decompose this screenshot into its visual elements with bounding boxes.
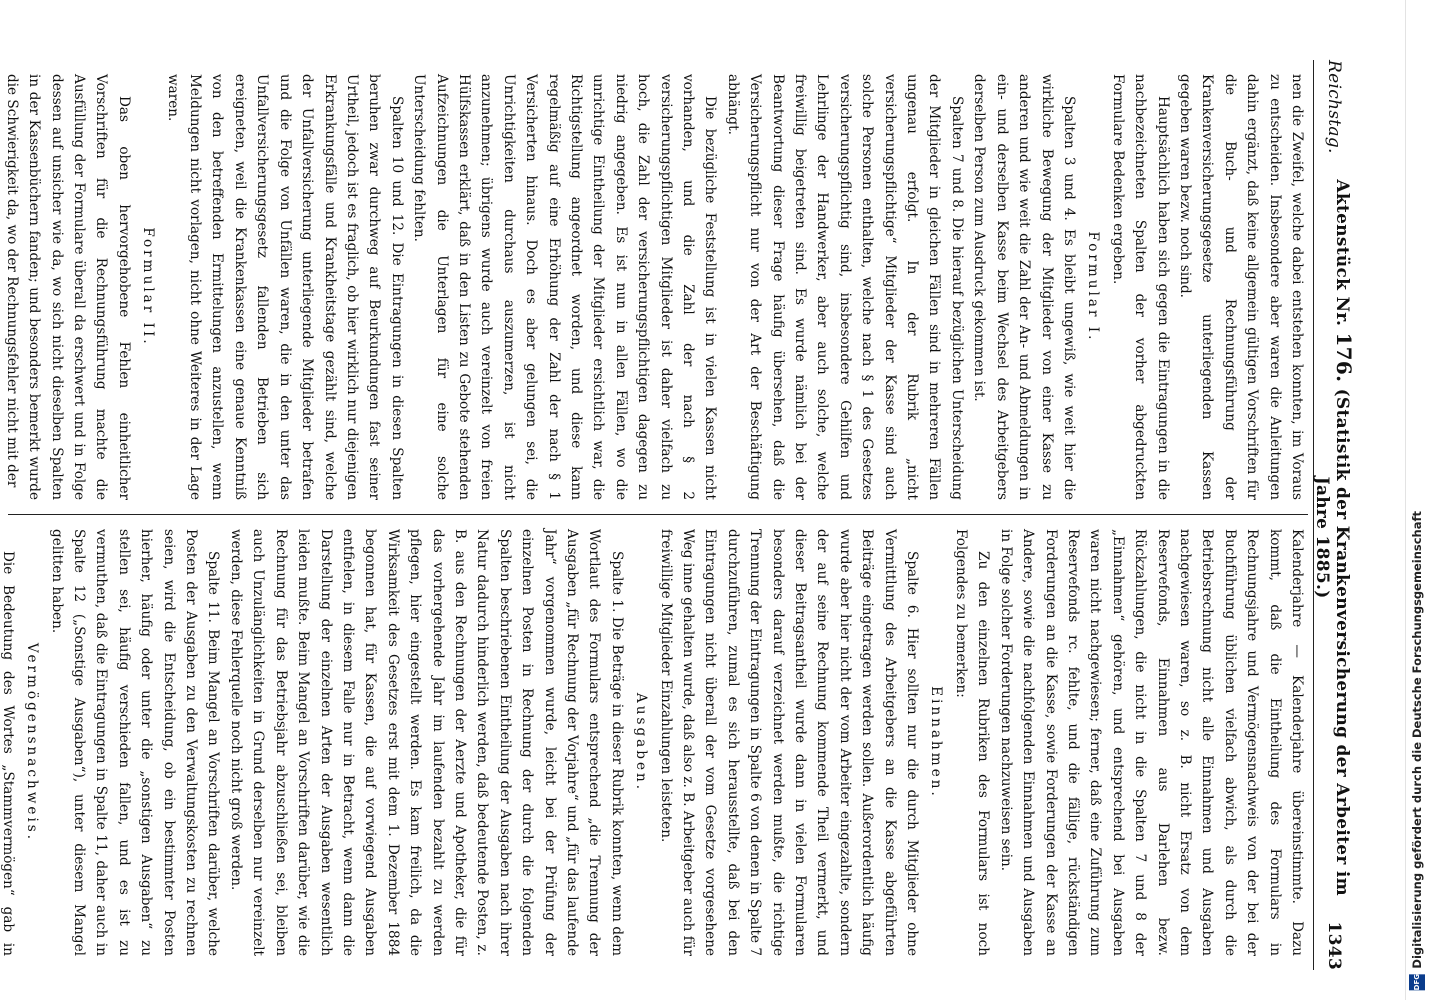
paragraph: Spalten 3 und 4. Es bleibt ungewiß, wie weit hier die wirkliche Bewegung der Mitglieder von einer Kasse zu anderen und wie weit die Zahl der An- und Abmeldungen in ein- und derselben Kasse beim Wechsel des Arbeitgebers derselben Person zum Ausdruck gekommen ist. bbox=[971, 74, 1077, 500]
page-header bbox=[1313, 60, 1354, 970]
header-title-suffix: (Statistik der Krankenversicherung der Arbeiter im Jahre 1885.) bbox=[1312, 388, 1352, 896]
header-title bbox=[1312, 154, 1356, 922]
paragraph: Spalten 10 und 12. Die Eintragungen in diesen Spalten beruhen zwar durchweg auf Beurkundungen fast seiner Urtheil, jedoch ist es fraglich, ob hier wirklich nur diejenigen Erkrankungsfälle und Krankheitstage gezählt sind, welche der Unfallversicherung unterliegende Mitglieder betrafen und die Folge von Unfällen waren, die in den unter das Unfallversicherungsgesetz fallenden Betrieben sich ereigneten, weil die Krankenkassen eine genaue Kenntniß von den betreffenden Ermittelungen anzustellen, wenn Meldungen nicht vorlagen, nicht ohne Weiteres in der Lage waren. bbox=[164, 74, 405, 500]
paragraph: Kalenderjahre — Kalenderjahre übereinstimmte. Dazu kommt, daß die Eintheilung des Formulars in Rechnungsjahre und Vermögensnachweis von der bei der Buchführung üblichen vielfach abwich, als durch die Betriebsrechnung nicht alle Einnahmen und Ausgaben nachgewiesen waren, so z. B. nicht Ersatz von dem Reservefonds, Einnahmen aus Darlehen bezw. Rückzahlungen, die nicht in die Spalten 7 und 8 der „Einnahmen“ gehören, und entsprechend bei Ausgaben waren nicht nachgewiesen; ferner, daß eine Zuführung zum Reservefonds rc. fehlte, und die fällige, rückständigen Forderungen an die Kasse, sowie Forderungen der Kasse an Andere, sowie die nachfolgenden Einnahmen und Ausgaben in Folge solcher Forderungen nachzuweisen sein. bbox=[997, 529, 1305, 956]
paragraph: Die bezügliche Feststellung ist in vielen Kassen nicht vorhanden, und die Zahl der nach § 2 versicherungspflichtigen Mitglieder ist daher vielfach zu hoch, die Zahl der versicherungspflichtigen dagegen zu niedrig angegeben. Es ist nun in allen Fällen, wo die unrichtige Eintheilung der Mitglieder ersichtlich war, die Richtigstellung angeordnet worden, und diese kann regelmäßig auf eine Erhöhung der Zahl der nach § 1 Versicherten hinaus. Doch es aber gelungen sei, die Unrichtigkeiten durchaus auszumerzen, ist nicht anzunehmen; übrigens wurde auch vereinzelt von freien Hülfskassen erklärt, daß in den Listen zu Gebote stehenden Aufzeichnungen die Unterlagen für eine solche Unterscheidung fehlten. bbox=[411, 74, 719, 500]
paragraph: Spalte 1. Die Beträge in dieser Rubrik konnten, wenn dem Wortlaut des Formulars entsprechend „die Trennung der Ausgaben „für Rechnung der Vorjahre“ und „für das laufende Jahr“ vorgenommen wurde, leicht bei der Prüfung der einzelnen Posten in Rechnung der durch die folgenden Spalten beschriebenen Eintheilung der Ausgaben nach ihrer Natur dadurch hinderlich werden, daß bedeutende Posten, z. B. aus den Rechnungen der Aerzte und Apotheker, die für das vorhergehende Jahr im laufenden bezahlt zu werden pflegen, hier eingestellt werden. Es kam freilich, da die Wirksamkeit des Gesetzes erst mit dem 1. Dezember 1884 begonnen hat, für Kassen, die auf vorwiegend Ausgaben entfielen, in diesem Falle nur in Betracht, wenn dann die Darstellung der einzelnen Arten der Ausgaben wesentlich leiden mußte. Beim Mangel an Vorschriften darüber, wie die Rechnung für das Betriebsjahr abzuschließen sei, bleiben auch Unzulänglichkeiten in Grund derselben nur vereinzelt werden, diese Fehlerquelle noch nicht groß werden. bbox=[227, 529, 625, 956]
section-heading: Vermögensnachweis. bbox=[24, 642, 41, 843]
digitization-sidebar bbox=[1405, 511, 1429, 990]
page-number: 1343 bbox=[1324, 921, 1344, 970]
document-number: 176. bbox=[1332, 332, 1356, 383]
section-heading: Formular II. bbox=[140, 227, 157, 347]
paragraph: Die Bedeutung des Wortes „Stammvermögen“ gab in bbox=[0, 551, 16, 956]
section-heading: Einnahmen. bbox=[928, 686, 945, 799]
column-right bbox=[0, 515, 1308, 970]
dfg-logo: DFG bbox=[1409, 974, 1425, 990]
digitization-note: Digitalisierung gefördert durch die Deutsche Forschungsgemeinschaft bbox=[1410, 511, 1424, 969]
column-left bbox=[3, 60, 1308, 515]
section-heading: Formular I. bbox=[1085, 231, 1102, 343]
paragraph: Hauptsächlich haben sich gegen die Eintragungen in die nachbezeichneten Spalten der vorher abgedruckten Formulare Bedenken ergeben. bbox=[1109, 74, 1171, 500]
header-title-prefix: Aktenstück Nr. bbox=[1332, 179, 1352, 327]
paragraph: Spalten 7 und 8. Die hierauf bezüglichen Unterscheidung der Mitglieder in gleichen Fällen sind in mehreren Fällen ungenau erfolgt. In der Rubrik „nicht versicherungspflichtige“ Mitglieder der Kasse sind auch solche Personen enthalten, welche nach § 1 des Gesetzes versicherungspflichtig sind, insbesondere Gehilfen und Lehrlinge der Handwerker, aber auch solche, welche freiwillig beigetreten sind. Es wurde nämlich bei der Beantwortung dieser Frage häufig übersehen, daß die Versicherungspflicht nur von der Art der Beschäftigung abhängt. bbox=[724, 74, 965, 500]
text-columns bbox=[0, 60, 1308, 970]
header-section: Reichstag. bbox=[1324, 60, 1344, 154]
paragraph: Spalte 11. Beim Mangel an Vorschriften darüber, welche Posten der Ausgaben zu den Verwaltungskosten zu rechnen seien, wird die Entscheidung, ob ein bestimmter Posten hierher, häufig oder unter die „sonstigen Ausgaben“ zu stellen sei, häufig verschieden fallen, und es ist zu vermuthen, daß die Eintragungen in Spalte 11, daher auch in Spalte 12 („Sonstige Ausgaben“), unter diesem Mangel gelitten haben. bbox=[48, 529, 222, 956]
paragraph: Zu den einzelnen Rubriken des Formulars ist noch Folgendes zu bemerken: bbox=[952, 529, 992, 956]
paragraph: nen die Zweifel, welche dabei entstehen konnten, im Voraus zu entscheiden. Insbesondere aber waren die Anleitungen dahin ergänzt, daß keine allgemein gültigen Vorschriften für die Buch- und Rechnungsführung der Krankenversicherungsgesetze unterliegenden Kassen gegeben waren bezw. noch sind. bbox=[1176, 74, 1305, 500]
paragraph: Das oben hervorgehobene Fehlen einheitlicher Vorschriften für die Rechnungsführung machte die Ausfüllung der Formulare überall da erschwert und in Folge dessen auf unsicher wie da, wo sich nicht dieselben Spalten in der Kassenbüchern fanden; und besonders bemerkt wurde die Schwierigkeit da, wo der Rechnungsfehler nicht mit der bbox=[3, 74, 132, 500]
paragraph: Spalte 6. Hier sollten nur die durch Mitglieder ohne Vermittlung des Arbeitgebers an die Kasse abgeführten Beiträge eingetragen werden sollen. Außerordentlich häufig wurde aber hier nicht der vom Arbeiter eingezahlte, sondern der auf seine Rechnung kommende Theil vermerkt, und dieser Beitragsantheil wurde dann in vielen Formularen besonders darauf verzeichnet werden mußte, die richtige Trennung der Eintragungen in Spalte 6 von denen in Spalte 7 durchzuführen, zumal es sich herausstellte, daß bei den Eintragungen nicht überall der vom Gesetze vorgesehene Weg inne gehalten wurde, daß also z. B. Arbeitgeber auch für freiwillige Mitglieder Einzahlungen leisteten. bbox=[657, 529, 921, 956]
section-heading: Ausgaben. bbox=[633, 692, 650, 793]
